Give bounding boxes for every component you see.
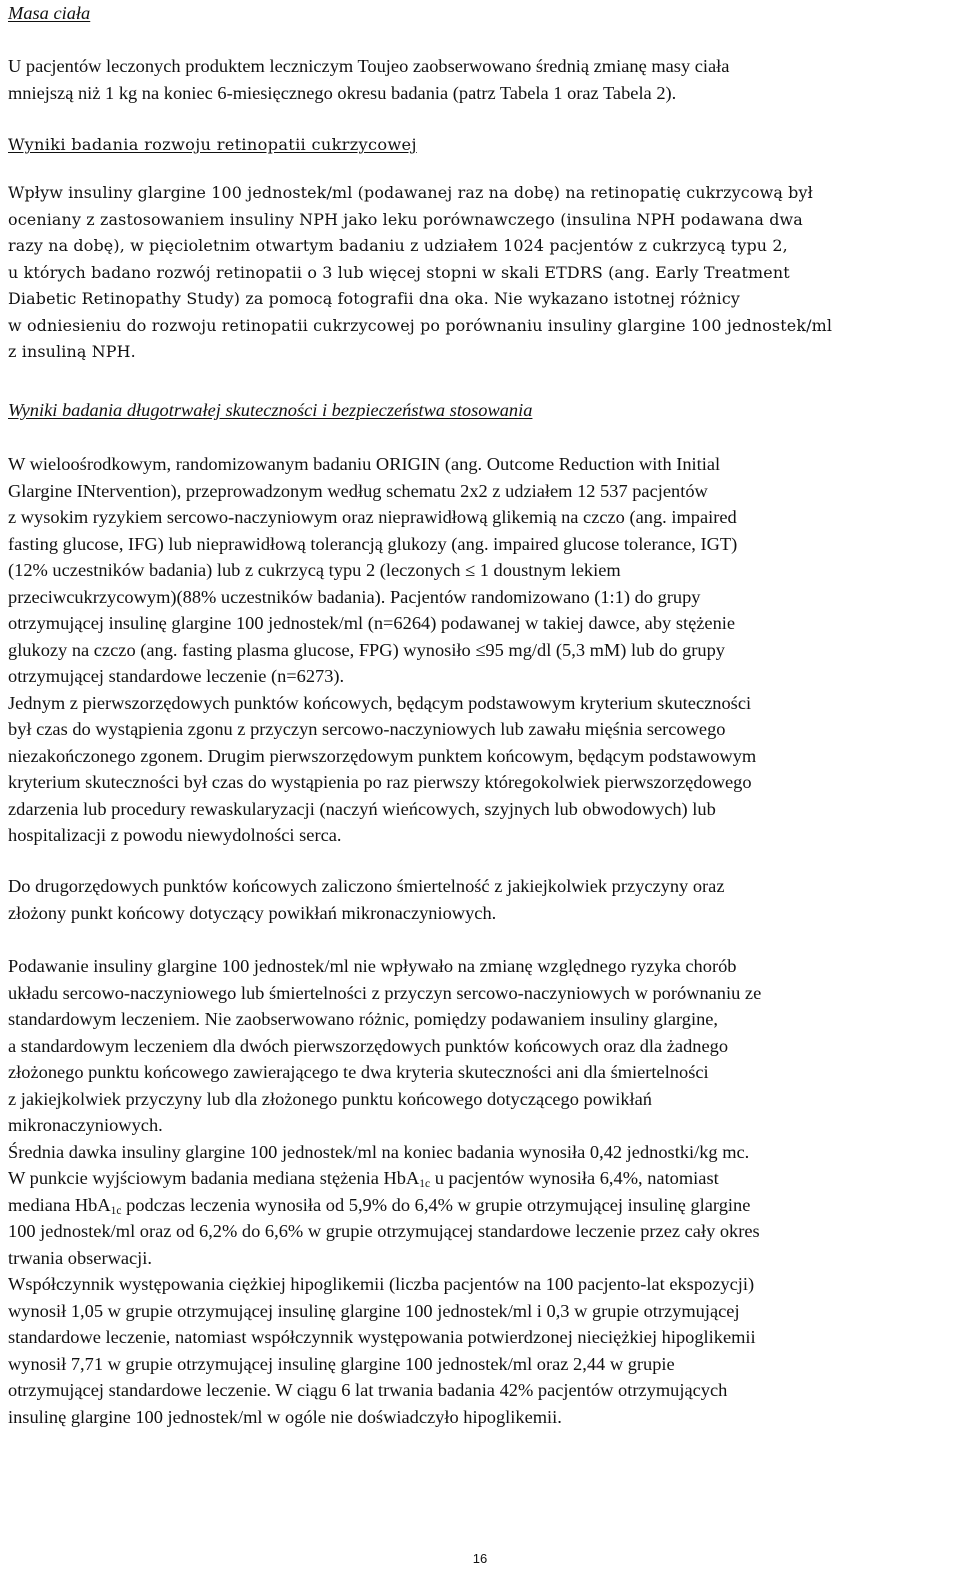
section-heading-masa-ciala: Masa ciała [8,3,91,23]
text-segment: W punkcie wyjściowym badania mediana stężenia HbA [8,1168,420,1188]
text-line: 100 jednostek/ml oraz od 6,2% do 6,6% w grupie otrzymującej standardowe leczenie przez cały okres [8,1221,760,1241]
text-line [8,1192,761,1219]
text-line: Podawanie insuliny glargine 100 jednostek/ml nie wpływało na zmianę względnego ryzyka chorób [8,956,737,976]
text-line: Jednym z pierwszorzędowych punktów końcowych, będącym podstawowym kryterium skuteczności [8,692,752,713]
text-line: razy na dobę), w pięcioletnim otwartym badaniu z udziałem 1024 pacjentów z cukrzycą typu 2, [8,236,788,255]
text-line: Średnia dawka insuliny glargine 100 jednostek/ml na koniec badania wynosiła 0,42 jednostki/kg mc. [8,1141,750,1162]
text-line: z insuliną NPH. [8,342,136,361]
text-line: złożony punkt końcowy dotyczący powikłań mikronaczyniowych. [8,902,497,923]
text-line: układu sercowo-naczyniowego lub śmiertelności z przyczyn sercowo-naczyniowych w porównaniu ze [8,982,762,1003]
text-line: z jakiejkolwiek przyczyny lub dla złożonego punktu końcowego dotyczącego powikłań [8,1088,652,1109]
paragraph-secondary-endpoints [8,873,724,926]
text-line: mniejszą niż 1 kg na koniec 6-miesięcznego okresu badania (patrz Tabela 1 oraz Tabela 2). [8,82,677,103]
subscript: 1c [419,1178,431,1190]
text-line: fasting glucose, IFG) lub nieprawidłową tolerancją glukozy (ang. impaired glucose tolerance, IGT) [8,533,738,554]
text-line: niezakończonego zgonem. Drugim pierwszorzędowym punktem końcowym, będącym podstawowym [8,745,757,766]
text-line: Współczynnik występowania ciężkiej hipoglikemii (liczba pacjentów na 100 pacjento-lat ekspozycji) [8,1274,755,1294]
text-line: w odniesieniu do rozwoju retinopatii cukrzycowej po porównaniu insuliny glargine 100 jednostek/ml [8,315,833,335]
text-segment: mediana HbA [8,1194,111,1215]
page-number: 16 [472,1551,488,1566]
text-line: złożonego punktu końcowego zawierającego te dwa kryteria skuteczności ani dla śmiertelności [8,1062,709,1082]
text-line: wynosił 1,05 w grupie otrzymującej insulinę glargine 100 jednostek/ml i 0,3 w grupie otrzymującej [8,1300,740,1321]
text-line: otrzymującej standardowe leczenie (n=6273). [8,666,345,686]
section-heading-retinopatia: Wyniki badania rozwoju retinopatii cukrzycowej [8,135,417,154]
text-line: przeciwcukrzycowym)(88% uczestników badania). Pacjentów randomizowano (1:1) do grupy [8,586,701,607]
text-line: W wieloośrodkowym, randomizowanym badaniu ORIGIN (ang. Outcome Reduction with Initial [8,454,721,474]
text-line: Glargine INtervention), przeprowadzonym według schematu 2x2 z udziałem 12 537 pacjentów [8,480,708,501]
text-line: Wpływ insuliny glargine 100 jednostek/ml (podawanej raz na dobę) na retinopatię cukrzycową był [8,183,813,202]
text-line [8,1165,761,1192]
text-line: standardowe leczenie, natomiast współczynnik występowania potwierdzonej nieciężkiej hipoglikemii [8,1327,756,1347]
text-line: insulinę glargine 100 jednostek/ml w ogóle nie doświadczyło hipoglikemii. [8,1406,562,1427]
text-line: a standardowym leczeniem dla dwóch pierwszorzędowych punktów końcowych oraz dla żadnego [8,1035,729,1056]
paragraph-masa-ciala [8,53,729,106]
text-line: zdarzenia lub procedury rewaskularyzacji (naczyń wieńcowych, szyjnych lub obwodowych) lub [8,798,716,819]
text-line: hospitalizacji z powodu niewydolności serca. [8,825,342,845]
section-heading-origin: Wyniki badania długotrwałej skuteczności i bezpieczeństwa stosowania [8,400,533,420]
text-line: Diabetic Retinopathy Study) za pomocą fotografii dna oka. Nie wykazano istotnej różnicy [8,289,741,308]
text-line: wynosił 7,71 w grupie otrzymującej insulinę glargine 100 jednostek/ml oraz 2,44 w grupie [8,1353,675,1374]
text-line: u których badano rozwój retinopatii o 3 lub więcej stopni w skali ETDRS (ang. Early Treatment [8,262,790,282]
text-line: (12% uczestników badania) lub z cukrzycą typu 2 (leczonych ≤ 1 doustnym lekiem [8,560,621,580]
text-line: otrzymującej insulinę glargine 100 jednostek/ml (n=6264) podawanej w takiej dawce, aby stężenie [8,613,736,633]
text-line: standardowym leczeniem. Nie zaobserwowano różnic, pomiędzy podawaniem insuliny glargine, [8,1009,719,1029]
text-line: trwania obserwacji. [8,1247,153,1268]
paragraph-retinopatia [8,180,832,366]
text-line: kryterium skuteczności był czas do wystąpienia po raz pierwszy któregokolwiek pierwszorzędowego [8,772,752,792]
text-line: otrzymującej standardowe leczenie. W ciągu 6 lat trwania badania 42% pacjentów otrzymujących [8,1380,728,1400]
text-line: z wysokim ryzykiem sercowo-naczyniowym oraz nieprawidłową glikemią na czczo (ang. impaired [8,507,737,527]
text-line: był czas do wystąpienia zgonu z przyczyn sercowo-naczyniowych lub zawału mięśnia sercowego [8,719,726,739]
text-line: mikronaczyniowych. [8,1115,163,1135]
text-line: glukozy na czczo (ang. fasting plasma glucose, FPG) wynosiło ≤95 mg/dl (5,3 mM) lub do grupy [8,639,726,660]
text-line: oceniany z zastosowaniem insuliny NPH jako leku porównawczego (insulina NPH podawana dwa [8,209,803,229]
paragraph-results [8,953,761,1430]
paragraph-origin-design [8,451,756,849]
text-segment: u pacjentów wynosiła 6,4%, natomiast [430,1168,719,1188]
text-line: Do drugorzędowych punktów końcowych zaliczono śmiertelność z jakiejkolwiek przyczyny oraz [8,876,725,896]
text-segment: podczas leczenia wynosiła od 5,9% do 6,4% w grupie otrzymującej insulinę glargine [121,1194,751,1215]
text-line: U pacjentów leczonych produktem leczniczym Toujeo zaobserwowano średnią zmianę masy ciała [8,56,730,76]
subscript: 1c [110,1204,122,1217]
